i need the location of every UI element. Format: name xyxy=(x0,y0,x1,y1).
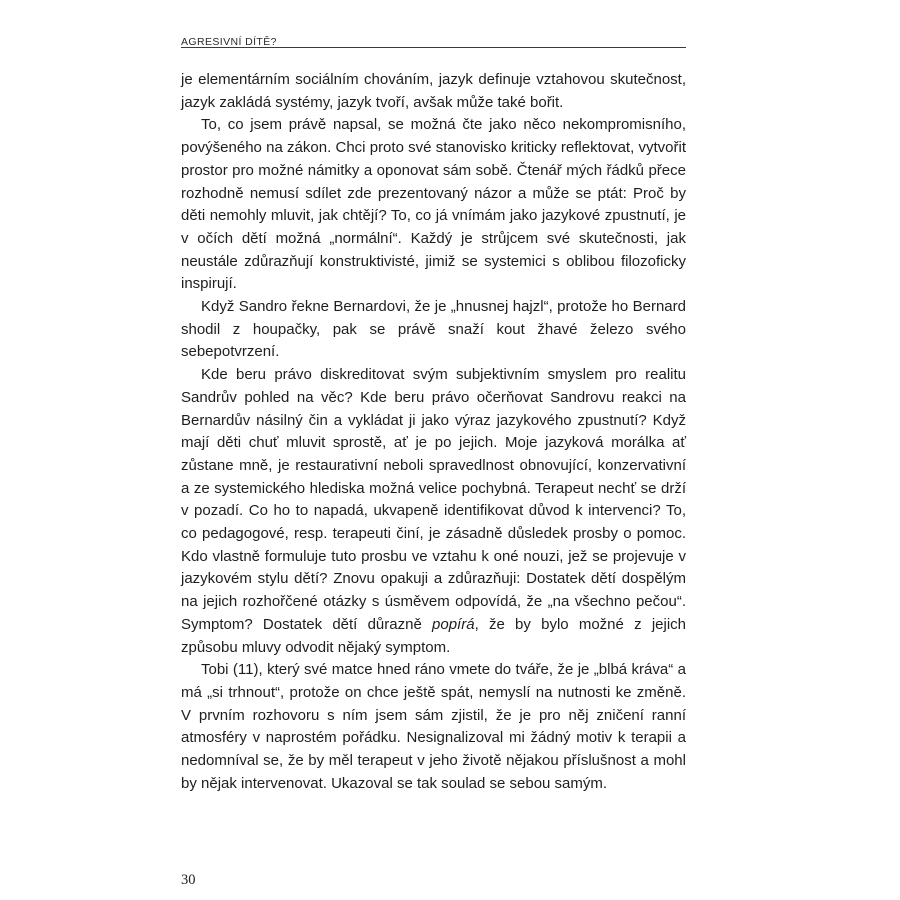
paragraph-3: Když Sandro řekne Bernardovi, že je „hnusnej hajzl“, protože ho Bernard shodil z houpačky, pak se právě snaží kout žhavé železo svého sebepotvrzení. xyxy=(181,298,686,361)
paragraph-2: To, co jsem právě napsal, se možná čte jako něco nekompromisního, povýšeného na zákon. Chci proto své stanovisko kriticky reflektovat, vytvořit prostor pro možné námitky a oponovat sám sobě. Čtenář mých řádků přece rozhodně nemusí sdílet zde prezentovaný názor a může se ptát: Proč by děti nemohly mluvit, jak chtějí? To, co já vnímám jako jazykové zpustnutí, je v očích dětí možná „normální“. Každý je strůjcem své skutečnosti, jak neustále zdůrazňují konstruktivisté, jimiž se systemici s oblibou filozoficky inspirují. xyxy=(181,116,686,293)
running-head: AGRESIVNÍ DÍTĚ? xyxy=(181,36,277,48)
paragraph-1: je elementárním sociálním chováním, jazyk definuje vztahovou skutečnost, jazyk zakládá systémy, jazyk tvoří, avšak může také bořit. xyxy=(181,71,686,111)
paragraph-5: Tobi (11), který své matce hned ráno vmete do tváře, že je „blbá kráva“ a má „si trhnout“, protože on chce ještě spát, nemyslí na nutnosti ke změně. V prvním rozhovoru s ním jsem sám zjistil, že je pro něj zničení ranní atmosféry v naprostém pořádku. Nesignalizoval mi žádný motiv k terapii a nedomníval se, že by měl terapeut v jeho životě nějakou příslušnost a mohl by nějak intervenovat. Ukazoval se tak soulad se sebou samým. xyxy=(181,661,686,792)
paragraph-4 xyxy=(181,364,686,659)
paragraph-4-tail: , že by bylo možné z jejich způsobu mluvy odvodit nějaký symptom. xyxy=(181,615,687,656)
page-number: 30 xyxy=(181,872,196,888)
body-text xyxy=(181,69,686,796)
paragraph-4-emphasis: popírá xyxy=(432,615,475,633)
header-rule xyxy=(181,47,686,48)
paragraph-4-text: Kde beru právo diskreditovat svým subjektivním smyslem pro realitu Sandrův pohled na věc? Kde beru právo očerňovat Sandrovu reakci na Bernardův násilný čin a vykládat ji jako výraz jazykového zpustnutí? Když mají děti chuť mluvit sprostě, ať je po jejich. Moje jazyková morálka ať zůstane mně, je restaurativní neboli spravedlnost obnovující, konzervativní a ze systemického hlediska možná velice pochybná. Terapeut nechť se drží v pozadí. Co ho to napadá, ukvapeně identifikovat důvod k intervenci? To, co pedagogové, resp. terapeuti činí, je zásadně důsledek prosby o pomoc. Kdo vlastně formuluje tuto prosbu ve vztahu k oné nouzi, jež se projevuje v jazykovém stylu dětí? Znovu opakuji a zdůrazňuji: Dostatek dětí dospělým na jejich rozhořčené otázky s úsměvem odpovídá, že „na všechno pečou“. Symptom? Dostatek dětí důrazně xyxy=(181,366,686,633)
